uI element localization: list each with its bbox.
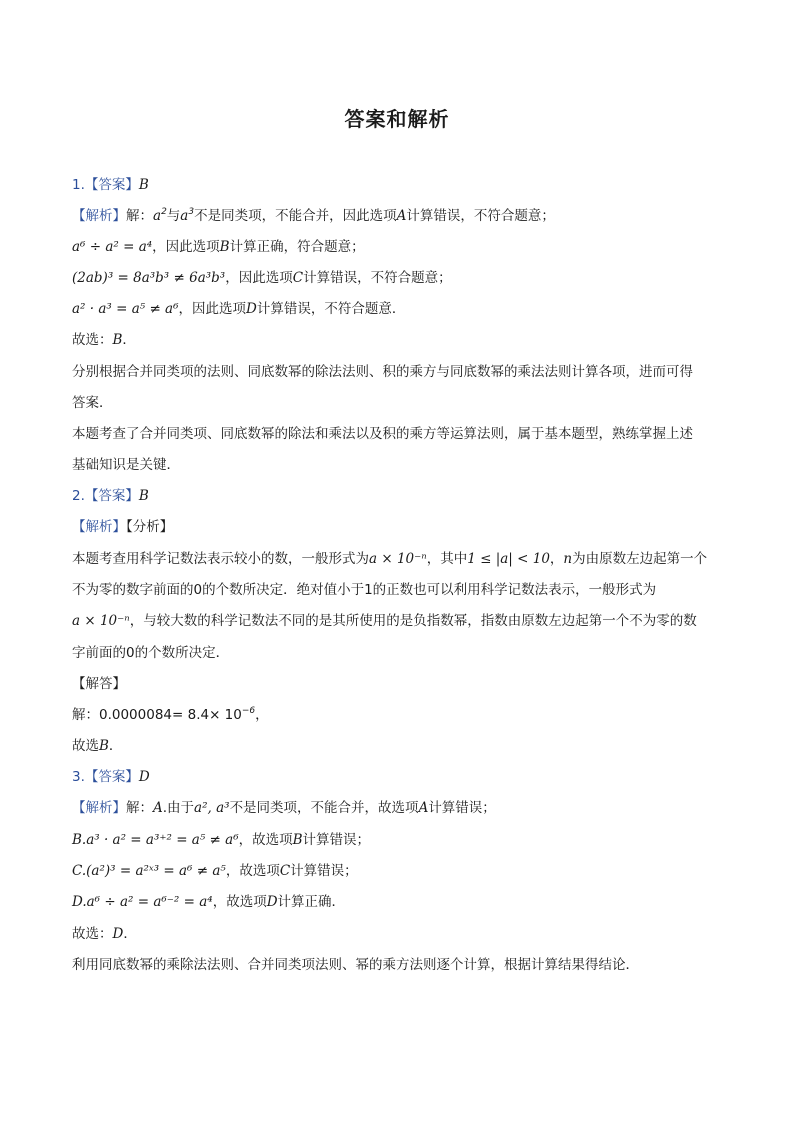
option-letter: B bbox=[72, 832, 82, 848]
text: 故选 bbox=[72, 738, 99, 754]
answer-tag: 【答案】 bbox=[84, 769, 139, 785]
text: 计算错误，不符合题意； bbox=[406, 208, 555, 224]
option-letter: D bbox=[266, 894, 278, 910]
text: 解：0.0000084= 8.4× 10 bbox=[72, 707, 242, 723]
q2-jieda-tag: 【解答】 bbox=[72, 676, 126, 692]
text: ，因此选项 bbox=[152, 239, 220, 255]
text: 计算错误； bbox=[302, 832, 371, 848]
text: 与 bbox=[166, 208, 181, 224]
option-letter: D bbox=[72, 894, 83, 910]
text: .由于 bbox=[162, 800, 195, 816]
answer-value: B bbox=[138, 177, 149, 193]
text: ，与较大数的科学记数法不同的是其所使用的是负指数幂，指数由原数左边起第一个不为零的数 bbox=[129, 613, 697, 629]
q1-analysis-line-4 bbox=[72, 299, 722, 319]
math: a bbox=[153, 208, 162, 224]
text: 计算错误，不符合题意； bbox=[303, 270, 452, 286]
math: .a⁶ ÷ a² = a⁶⁻² = a⁴ bbox=[82, 894, 213, 910]
text: 不是同类项，不能合并，故选项 bbox=[229, 800, 419, 816]
math: .a³ · a² = a³⁺² = a⁵ ≠ a⁶ bbox=[81, 832, 239, 848]
option-letter: C bbox=[279, 863, 291, 879]
text: ． bbox=[108, 738, 123, 754]
q2-choose-line bbox=[72, 736, 722, 756]
q3-choose-line bbox=[72, 924, 722, 944]
text: 本题考查用科学记数法表示较小的数，一般形式为 bbox=[72, 551, 369, 567]
q1-answer-line bbox=[72, 175, 722, 195]
text: ． bbox=[122, 332, 136, 348]
math: n bbox=[563, 551, 573, 567]
q2-number: 2. bbox=[72, 488, 85, 504]
answer-tag: 【答案】 bbox=[84, 488, 139, 504]
option-letter: C bbox=[292, 270, 304, 286]
text: ，故选项 bbox=[238, 832, 293, 848]
q1-analysis-line-3 bbox=[72, 268, 722, 288]
option-letter: D bbox=[246, 301, 257, 317]
math: a × 10⁻ⁿ bbox=[369, 551, 427, 567]
q1-paragraph-2-cont: 基础知识是关键． bbox=[72, 457, 180, 473]
text: 计算错误，不符合题意． bbox=[256, 301, 406, 317]
answer-value: B bbox=[138, 488, 149, 504]
answer-value: D bbox=[138, 769, 150, 785]
superscript: 2 bbox=[161, 207, 167, 217]
q2-analysis-header bbox=[72, 517, 722, 537]
q1-analysis-line-2 bbox=[72, 237, 722, 257]
option-letter: A bbox=[153, 800, 163, 816]
option-letter: A bbox=[418, 800, 429, 816]
q3-answer-line bbox=[72, 767, 722, 787]
text: 计算正确． bbox=[277, 894, 346, 910]
text: ． bbox=[123, 926, 137, 942]
q3-analysis-line-3 bbox=[72, 861, 722, 881]
option-letter: B bbox=[99, 738, 109, 754]
page-title: 答案和解析 bbox=[344, 107, 450, 131]
q1-paragraph-1-cont: 答案． bbox=[72, 395, 113, 411]
math: a bbox=[180, 208, 189, 224]
analysis-tag: 【解析】 bbox=[72, 800, 126, 816]
text: ，故选项 bbox=[212, 894, 267, 910]
text: ，因此选项 bbox=[225, 270, 293, 286]
q1-paragraph-2: 本题考查了合并同类项、同底数幂的除法和乘法以及积的乘方等运算法则，属于基本题型，熟练掌握上述 bbox=[72, 426, 693, 442]
text: 不是同类项，不能合并，因此选项 bbox=[194, 208, 397, 224]
text: 故选： bbox=[72, 926, 113, 942]
q1-choose-line bbox=[72, 330, 722, 350]
superscript: 3 bbox=[188, 207, 195, 217]
math: a × 10⁻ⁿ bbox=[72, 613, 130, 629]
option-letter: D bbox=[112, 926, 124, 942]
math: a² · a³ = a⁵ ≠ a⁶ bbox=[72, 301, 179, 317]
q2-solution bbox=[72, 705, 722, 725]
q1-number: 1. bbox=[72, 177, 85, 193]
option-letter: B bbox=[112, 332, 123, 348]
q2-answer-line bbox=[72, 486, 722, 506]
q2-paragraph-1 bbox=[72, 549, 722, 569]
q2-paragraph-4: 字前面的0的个数所决定． bbox=[72, 645, 230, 661]
text: ， bbox=[255, 707, 269, 723]
fenxi-tag: 【分析】 bbox=[126, 519, 174, 535]
text: 计算错误； bbox=[290, 863, 358, 879]
math: 1 ≤ |a| < 10 bbox=[467, 551, 550, 567]
math: (2ab)³ = 8a³b³ ≠ 6a³b³ bbox=[72, 270, 226, 286]
superscript: −6 bbox=[241, 706, 256, 716]
text: 为由原数左边起第一个 bbox=[572, 551, 708, 567]
q2-paragraph-2: 不为零的数字前面的0的个数所决定．绝对值小于1的正数也可以利用科学记数法表示，一般形式为 bbox=[72, 582, 657, 598]
option-letter: C bbox=[72, 863, 82, 879]
option-letter: A bbox=[396, 208, 407, 224]
analysis-tag: 【解析】 bbox=[72, 208, 126, 224]
math: .(a²)³ = a²ˣ³ = a⁶ ≠ a⁵ bbox=[81, 863, 226, 879]
q3-analysis-line-4 bbox=[72, 892, 722, 912]
q3-analysis-line-2 bbox=[72, 830, 722, 850]
text: 计算正确，符合题意； bbox=[229, 239, 365, 255]
answer-tag: 【答案】 bbox=[84, 177, 139, 193]
q3-paragraph-1: 利用同底数幂的乘除法法则、合并同类项法则、幂的乘方法则逐个计算，根据计算结果得结论． bbox=[72, 957, 639, 973]
q1-paragraph-1: 分别根据合并同类项的法则、同底数幂的除法法则、积的乘方与同底数幂的乘法法则计算各项，进而可得 bbox=[72, 364, 693, 380]
text: ，其中 bbox=[426, 551, 468, 567]
math: a⁶ ÷ a² = a⁴ bbox=[72, 239, 153, 255]
option-letter: B bbox=[292, 832, 303, 848]
text: ，故选项 bbox=[225, 863, 280, 879]
text: 故选： bbox=[72, 332, 113, 348]
option-letter: B bbox=[219, 239, 230, 255]
q3-analysis-line-1 bbox=[72, 798, 722, 818]
analysis-tag: 【解析】 bbox=[72, 519, 126, 535]
math: a², a³ bbox=[194, 800, 230, 816]
text: ， bbox=[549, 551, 564, 567]
text: ，因此选项 bbox=[178, 301, 247, 317]
text: 解： bbox=[126, 800, 153, 816]
q1-analysis-line-1 bbox=[72, 206, 722, 226]
text: 计算错误； bbox=[428, 800, 496, 816]
q3-number: 3. bbox=[72, 769, 85, 785]
q2-paragraph-3 bbox=[72, 611, 722, 631]
text: 解： bbox=[126, 208, 153, 224]
